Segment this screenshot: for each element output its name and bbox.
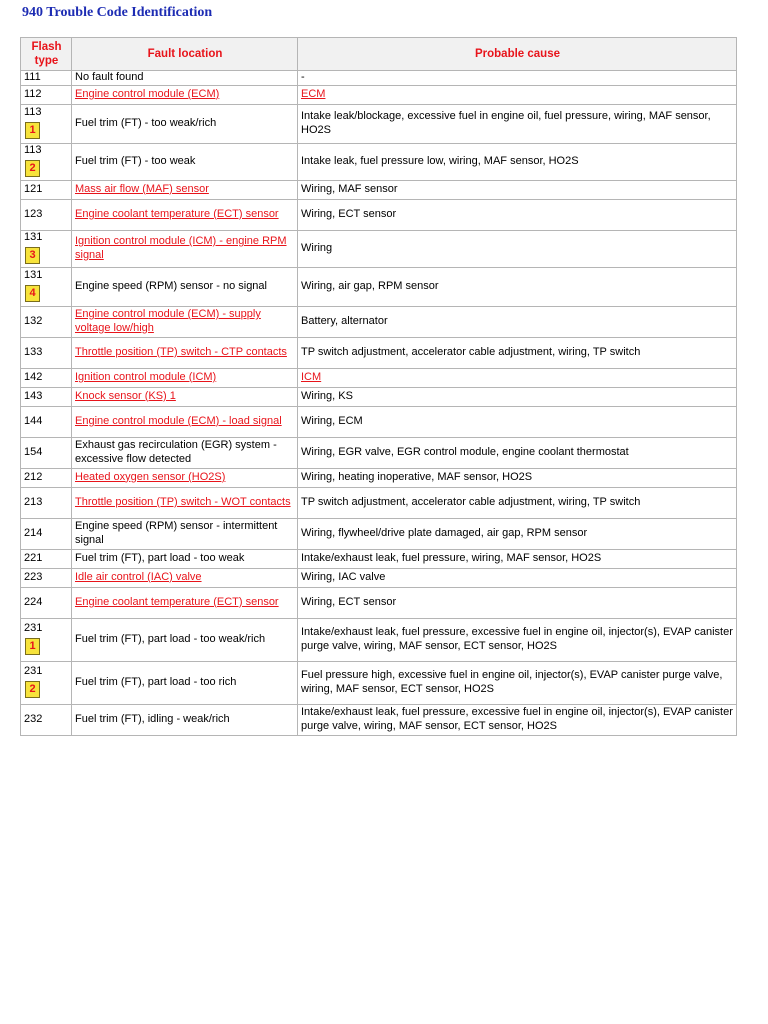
table-row (21, 85, 737, 104)
table-row (21, 306, 737, 337)
flash-code: 133 (24, 345, 43, 358)
flash-code-cell (21, 180, 72, 199)
table-row (21, 487, 737, 518)
probable-cause-text: Wiring, ECM (301, 414, 363, 427)
probable-cause-cell (298, 85, 737, 104)
flash-code: 111 (24, 71, 41, 83)
flash-code: 143 (24, 389, 43, 402)
probable-cause-text: Battery, alternator (301, 314, 388, 327)
probable-cause-text: Wiring, MAF sensor (301, 182, 398, 195)
fault-location-cell (72, 387, 298, 406)
flash-code-cell (21, 487, 72, 518)
fault-location-text: Fuel trim (FT) - too weak (75, 154, 196, 167)
header-fault-location: Fault location (72, 38, 298, 71)
flash-code: 213 (24, 495, 43, 508)
flash-code-cell (21, 549, 72, 568)
probable-cause-cell (298, 71, 737, 86)
fault-location-text: Fuel trim (FT), part load - too weak (75, 551, 245, 564)
fault-location-link[interactable]: Engine coolant temperature (ECT) sensor (75, 595, 279, 608)
fault-location-cell (72, 468, 298, 487)
fault-location-cell (72, 143, 298, 180)
fault-location-cell (72, 518, 298, 549)
probable-cause-text: Intake/exhaust leak, fuel pressure, wiring, MAF sensor, HO2S (301, 551, 602, 564)
probable-cause-cell (298, 267, 737, 306)
flash-code-cell (21, 337, 72, 368)
flash-code-cell (21, 199, 72, 230)
fault-location-cell (72, 71, 298, 86)
flash-code: 132 (24, 314, 43, 327)
probable-cause-cell (298, 468, 737, 487)
flash-variant-badge[interactable]: 4 (25, 285, 40, 302)
fault-location-cell (72, 306, 298, 337)
probable-cause-cell (298, 406, 737, 437)
fault-location-text: Exhaust gas recirculation (EGR) system - excessive flow detected (75, 439, 277, 465)
table-header-row (21, 38, 737, 71)
fault-location-link[interactable]: Knock sensor (KS) 1 (75, 389, 176, 402)
table-row (21, 618, 737, 661)
flash-code: 231 (24, 621, 43, 634)
fault-location-text: No fault found (75, 71, 144, 83)
probable-cause-text: Intake/exhaust leak, fuel pressure, excessive fuel in engine oil, injector(s), EVAP canister purge valve, wiring, MAF sensor, ECT sensor, HO2S (301, 626, 733, 652)
probable-cause-cell (298, 387, 737, 406)
fault-location-cell (72, 199, 298, 230)
flash-code: 154 (24, 445, 43, 458)
fault-location-cell (72, 437, 298, 468)
flash-variant-badge[interactable]: 2 (25, 160, 40, 177)
fault-location-cell (72, 104, 298, 143)
table-row (21, 199, 737, 230)
fault-location-cell (72, 549, 298, 568)
flash-code-cell (21, 85, 72, 104)
probable-cause-text: Intake leak/blockage, excessive fuel in engine oil, fuel pressure, wiring, MAF sensor, HO2S (301, 110, 711, 136)
probable-cause-cell (298, 143, 737, 180)
flash-variant-badge[interactable]: 1 (25, 122, 40, 139)
flash-code: 212 (24, 470, 43, 483)
probable-cause-text: Wiring, flywheel/drive plate damaged, air gap, RPM sensor (301, 526, 588, 539)
probable-cause-text: Intake/exhaust leak, fuel pressure, excessive fuel in engine oil, injector(s), EVAP canister purge valve, wiring, MAF sensor, ECT sensor, HO2S (301, 706, 733, 732)
trouble-code-table (20, 37, 737, 736)
fault-location-cell (72, 487, 298, 518)
probable-cause-text: Wiring, ECT sensor (301, 595, 397, 608)
fault-location-link[interactable]: Idle air control (IAC) valve (75, 570, 202, 583)
probable-cause-text: TP switch adjustment, accelerator cable adjustment, wiring, TP switch (301, 345, 641, 358)
probable-cause-cell (298, 704, 737, 735)
fault-location-link[interactable]: Ignition control module (ICM) (75, 370, 217, 383)
fault-location-cell (72, 337, 298, 368)
flash-code: 113 (24, 143, 42, 156)
probable-cause-cell (298, 587, 737, 618)
probable-cause-cell (298, 518, 737, 549)
probable-cause-cell (298, 199, 737, 230)
probable-cause-text: Wiring, KS (301, 389, 353, 402)
probable-cause-cell (298, 368, 737, 387)
fault-location-text: Fuel trim (FT) - too weak/rich (75, 116, 217, 129)
table-row (21, 267, 737, 306)
fault-location-cell (72, 587, 298, 618)
table-row (21, 704, 737, 735)
table-row (21, 406, 737, 437)
flash-variant-badge[interactable]: 3 (25, 247, 40, 264)
fault-location-cell (72, 704, 298, 735)
fault-location-link[interactable]: Engine control module (ECM) (75, 87, 220, 100)
fault-location-cell (72, 180, 298, 199)
fault-location-link[interactable]: Heated oxygen sensor (HO2S) (75, 470, 226, 483)
fault-location-link[interactable]: Engine coolant temperature (ECT) sensor (75, 207, 279, 220)
probable-cause-cell (298, 549, 737, 568)
flash-code-cell (21, 387, 72, 406)
probable-cause-text: Wiring, EGR valve, EGR control module, engine coolant thermostat (301, 445, 629, 458)
probable-cause-cell (298, 180, 737, 199)
probable-cause-text: Wiring, ECT sensor (301, 207, 397, 220)
probable-cause-cell (298, 306, 737, 337)
table-row (21, 180, 737, 199)
probable-cause-cell (298, 661, 737, 704)
flash-variant-badge[interactable]: 1 (25, 638, 40, 655)
flash-code-cell (21, 267, 72, 306)
fault-location-cell (72, 368, 298, 387)
fault-location-cell (72, 661, 298, 704)
fault-location-cell (72, 230, 298, 267)
fault-location-link[interactable]: Mass air flow (MAF) sensor (75, 182, 209, 195)
table-row (21, 587, 737, 618)
flash-code: 144 (24, 414, 43, 427)
header-probable-cause: Probable cause (298, 38, 737, 71)
table-row (21, 387, 737, 406)
flash-code-cell (21, 618, 72, 661)
table-row (21, 518, 737, 549)
probable-cause-text: Intake leak, fuel pressure low, wiring, MAF sensor, HO2S (301, 154, 579, 167)
fault-location-cell (72, 406, 298, 437)
probable-cause-cell (298, 437, 737, 468)
flash-code: 221 (24, 551, 43, 564)
table-row (21, 143, 737, 180)
table-row (21, 71, 737, 86)
probable-cause-text: Fuel pressure high, excessive fuel in engine oil, injector(s), EVAP canister purge valve, wiring, MAF sensor, ECT sensor, HO2S (301, 669, 723, 695)
probable-cause-text: TP switch adjustment, accelerator cable adjustment, wiring, TP switch (301, 495, 641, 508)
table-row (21, 468, 737, 487)
flash-code: 112 (24, 87, 42, 100)
fault-location-text: Fuel trim (FT), part load - too rich (75, 675, 237, 688)
fault-location-link[interactable]: Engine control module (ECM) - load signal (75, 414, 282, 427)
flash-code: 224 (24, 595, 43, 608)
fault-location-text: Engine speed (RPM) sensor - no signal (75, 279, 267, 292)
flash-code-cell (21, 368, 72, 387)
probable-cause-cell (298, 104, 737, 143)
probable-cause-link[interactable]: ECM (301, 87, 326, 100)
table-row (21, 368, 737, 387)
probable-cause-link[interactable]: ICM (301, 370, 322, 383)
probable-cause-cell (298, 337, 737, 368)
table-row (21, 437, 737, 468)
fault-location-text: Fuel trim (FT), part load - too weak/rich (75, 632, 266, 645)
table-row (21, 230, 737, 267)
fault-location-cell (72, 568, 298, 587)
flash-code-cell (21, 143, 72, 180)
flash-code-cell (21, 468, 72, 487)
fault-location-text: Fuel trim (FT), idling - weak/rich (75, 712, 230, 725)
header-flash-type: Flash type (21, 38, 72, 71)
flash-code: 214 (24, 526, 43, 539)
fault-location-link[interactable]: Engine control module (ECM) - supply voltage low/high (75, 308, 261, 334)
flash-variant-badge[interactable]: 2 (25, 681, 40, 698)
flash-code-cell (21, 704, 72, 735)
probable-cause-cell (298, 568, 737, 587)
probable-cause-cell (298, 230, 737, 267)
flash-code-cell (21, 568, 72, 587)
flash-code: 113 (24, 105, 42, 118)
flash-code-cell (21, 587, 72, 618)
flash-code-cell (21, 71, 72, 86)
flash-code-cell (21, 230, 72, 267)
table-row (21, 568, 737, 587)
flash-code-cell (21, 661, 72, 704)
probable-cause-cell (298, 487, 737, 518)
flash-code-cell (21, 518, 72, 549)
flash-code-cell (21, 104, 72, 143)
flash-code-cell (21, 437, 72, 468)
fault-location-link[interactable]: Throttle position (TP) switch - CTP contacts (75, 345, 287, 358)
flash-code: 123 (24, 207, 43, 220)
flash-code: 131 (24, 268, 43, 281)
probable-cause-cell (298, 618, 737, 661)
probable-cause-text: Wiring, IAC valve (301, 570, 386, 583)
table-row (21, 104, 737, 143)
flash-code: 232 (24, 712, 43, 725)
probable-cause-text: - (301, 71, 305, 83)
probable-cause-text: Wiring, air gap, RPM sensor (301, 279, 439, 292)
flash-code: 223 (24, 570, 43, 583)
flash-code-cell (21, 306, 72, 337)
flash-code-cell (21, 406, 72, 437)
table-row (21, 337, 737, 368)
fault-location-link[interactable]: Throttle position (TP) switch - WOT contacts (75, 495, 291, 508)
fault-location-cell (72, 267, 298, 306)
flash-code: 231 (24, 664, 43, 677)
table-row (21, 661, 737, 704)
flash-code: 142 (24, 370, 43, 383)
probable-cause-text: Wiring (301, 241, 333, 254)
table-row (21, 549, 737, 568)
flash-code: 121 (24, 182, 43, 195)
probable-cause-text: Wiring, heating inoperative, MAF sensor, HO2S (301, 470, 533, 483)
page-title: 940 Trouble Code Identification (22, 5, 213, 20)
fault-location-text: Engine speed (RPM) sensor - intermittent signal (75, 520, 278, 546)
fault-location-cell (72, 85, 298, 104)
fault-location-link[interactable]: Ignition control module (ICM) - engine RPM signal (75, 235, 287, 261)
flash-code: 131 (24, 230, 43, 243)
fault-location-cell (72, 618, 298, 661)
